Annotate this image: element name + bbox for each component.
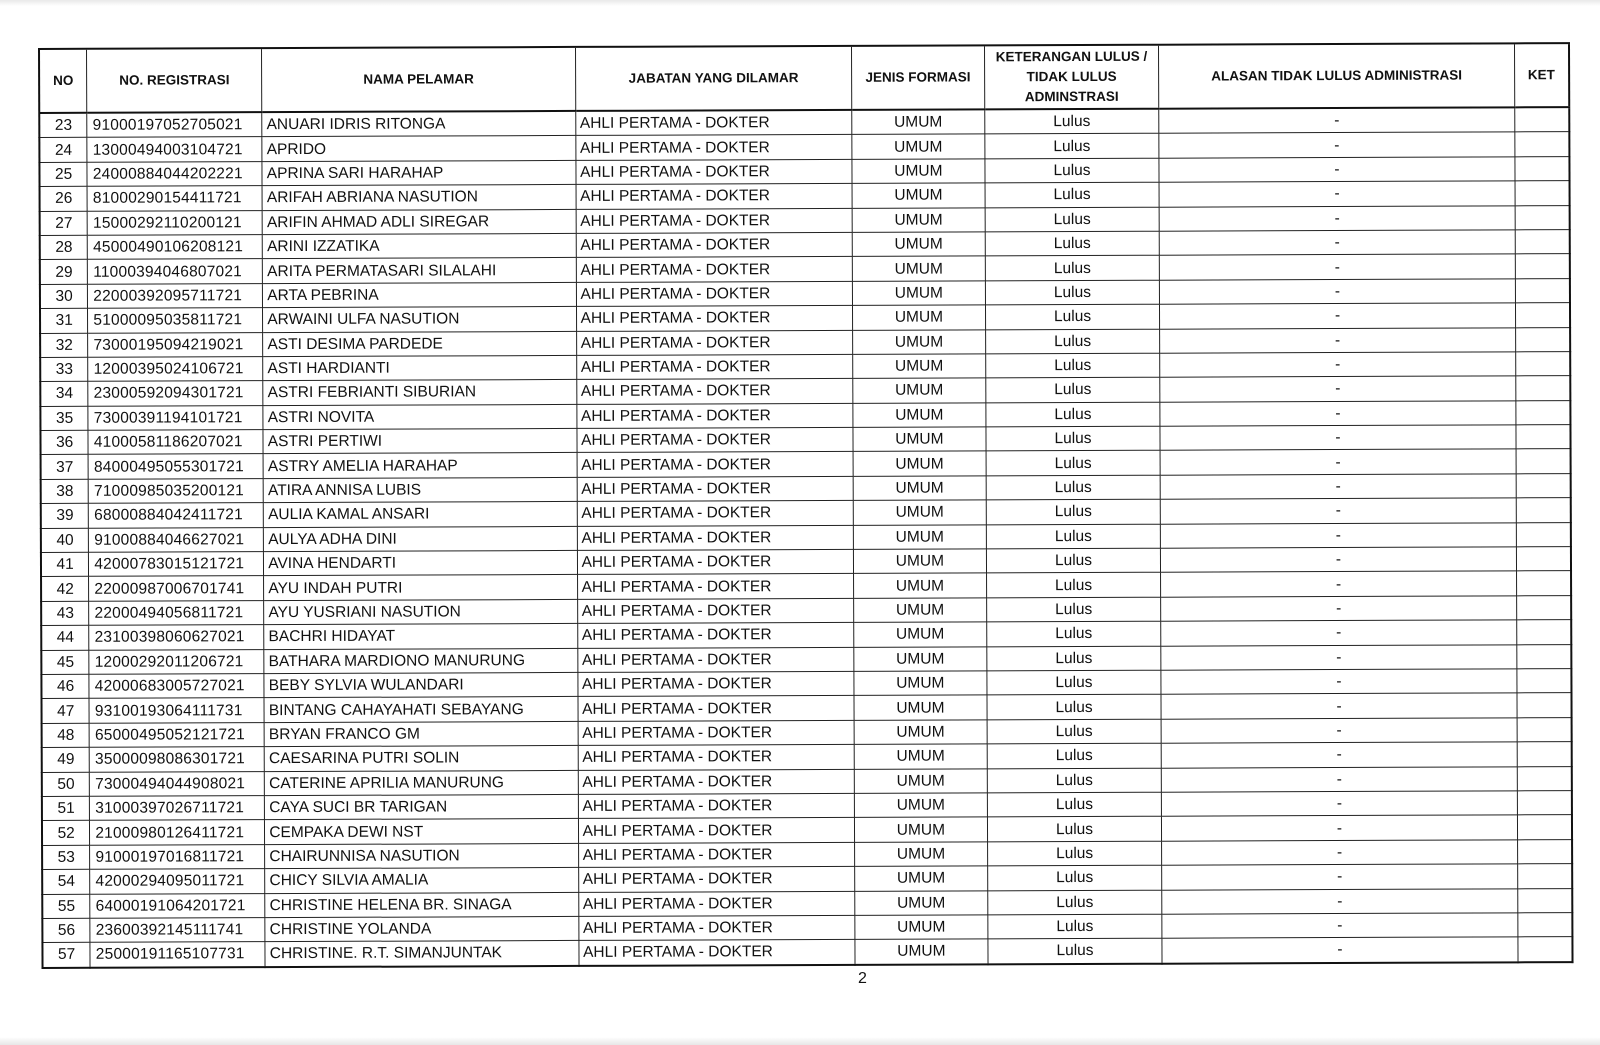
header-keterangan-line1: KETERANGAN LULUS / [995,48,1148,65]
cell-nama: ARTA PEBRINA [263,282,576,308]
cell-jabatan: AHLI PERTAMA - DOKTER [576,379,853,404]
cell-ket [1515,303,1570,328]
cell-jabatan: AHLI PERTAMA - DOKTER [576,257,853,282]
header-no: NO [39,49,87,113]
cell-ket [1516,595,1571,620]
cell-jenis-formasi: UMUM [852,232,984,257]
cell-jenis-formasi: UMUM [855,768,987,793]
cell-jabatan: AHLI PERTAMA - DOKTER [576,208,853,233]
cell-jabatan: AHLI PERTAMA - DOKTER [577,452,854,477]
cell-jabatan: AHLI PERTAMA - DOKTER [577,647,854,672]
header-registrasi: NO. REGISTRASI [87,48,262,113]
cell-jenis-formasi: UMUM [852,134,984,159]
cell-jabatan: AHLI PERTAMA - DOKTER [576,330,853,355]
cell-jabatan: AHLI PERTAMA - DOKTER [578,866,855,891]
cell-registrasi: 91000884046627021 [89,527,264,552]
cell-ket [1515,425,1570,450]
cell-no: 55 [42,894,90,919]
cell-ket [1517,913,1572,938]
cell-jenis-formasi: UMUM [854,744,986,769]
cell-no: 50 [42,772,90,797]
cell-nama: CHRISTINE HELENA BR. SINAGA [265,892,578,918]
cell-jenis-formasi: UMUM [855,939,987,964]
cell-no: 42 [41,577,89,602]
cell-registrasi: 81000290154411721 [87,186,262,211]
cell-no: 31 [40,308,88,333]
cell-registrasi: 23000592094301721 [88,381,263,406]
cell-jenis-formasi: UMUM [855,866,987,891]
cell-nama: CHICY SILVIA AMALIA [265,868,578,894]
cell-ket [1515,400,1570,425]
cell-ket [1515,278,1570,303]
header-keterangan-line3: ADMINSTRASI [1024,88,1119,105]
cell-ket [1515,205,1570,230]
cell-no: 26 [40,186,88,211]
cell-jenis-formasi: UMUM [855,817,987,842]
cell-nama: APRIDO [262,136,575,162]
cell-alasan: - [1159,107,1514,133]
cell-nama: CAYA SUCI BR TARIGAN [265,794,578,820]
cell-jabatan: AHLI PERTAMA - DOKTER [577,671,854,696]
cell-registrasi: 42000783015121721 [89,552,264,577]
table-header-row [39,43,1569,113]
cell-registrasi: 73000494044908021 [90,771,265,796]
cell-jabatan: AHLI PERTAMA - DOKTER [577,574,854,599]
cell-no: 46 [41,674,89,699]
cell-ket [1515,254,1570,279]
cell-alasan: - [1160,254,1515,280]
cell-nama: CEMPAKA DEWI NST [265,819,578,845]
cell-keterangan: Lulus [986,670,1161,695]
cell-keterangan: Lulus [986,451,1161,476]
cell-registrasi: 45000490106208121 [88,235,263,260]
cell-keterangan: Lulus [987,768,1162,793]
cell-nama: ARWAINI ULFA NASUTION [263,307,576,333]
cell-jabatan: AHLI PERTAMA - DOKTER [578,793,855,818]
cell-jenis-formasi: UMUM [854,646,986,671]
cell-no: 44 [41,626,89,651]
cell-alasan: - [1160,327,1515,353]
cell-keterangan: Lulus [985,353,1160,378]
cell-ket [1517,888,1572,913]
cell-keterangan: Lulus [987,841,1162,866]
cell-jenis-formasi: UMUM [853,256,985,281]
cell-registrasi: 51000095035811721 [88,308,263,333]
cell-jenis-formasi: UMUM [854,622,986,647]
cell-jenis-formasi: UMUM [852,109,984,134]
cell-keterangan: Lulus [985,280,1160,305]
cell-alasan: - [1162,840,1517,866]
cell-alasan: - [1161,474,1516,500]
cell-registrasi: 68000884042411721 [89,503,264,528]
cell-ket [1515,181,1570,206]
cell-no: 40 [41,528,89,553]
cell-jenis-formasi: UMUM [854,598,986,623]
cell-no: 33 [40,357,88,382]
cell-no: 47 [41,699,89,724]
cell-nama: AYU YUSRIANI NASUTION [264,599,577,625]
cell-nama: ASTRI NOVITA [263,404,576,430]
cell-registrasi: 15000292110200121 [87,210,262,235]
cell-alasan: - [1161,693,1516,719]
cell-nama: APRINA SARI HARAHAP [262,160,575,186]
cell-ket [1517,791,1572,816]
cell-jenis-formasi: UMUM [854,720,986,745]
cell-jenis-formasi: UMUM [854,500,986,525]
cell-registrasi: 12000395024106721 [88,357,263,382]
cell-ket [1517,693,1572,718]
cell-nama: ASTI HARDIANTI [263,355,576,381]
cell-jabatan: AHLI PERTAMA - DOKTER [576,403,853,428]
cell-alasan: - [1161,644,1516,670]
cell-keterangan: Lulus [987,792,1162,817]
cell-jabatan: AHLI PERTAMA - DOKTER [575,135,852,160]
cell-no: 48 [42,723,90,748]
cell-ket [1516,571,1571,596]
cell-ket [1514,156,1569,181]
cell-registrasi: 91000197052705021 [87,112,262,138]
cell-no: 24 [39,138,87,163]
cell-jenis-formasi: UMUM [852,183,984,208]
cell-ket [1516,644,1571,669]
cell-no: 32 [40,333,88,358]
cell-keterangan: Lulus [984,158,1159,183]
cell-jabatan: AHLI PERTAMA - DOKTER [578,720,855,745]
cell-keterangan: Lulus [985,256,1160,281]
cell-registrasi: 35000098086301721 [89,747,264,772]
cell-ket [1517,839,1572,864]
cell-keterangan: Lulus [985,426,1160,451]
cell-ket [1516,522,1571,547]
cell-registrasi: 12000292011206721 [89,649,264,674]
applicant-results-table [38,42,1574,969]
cell-nama: CHRISTINE YOLANDA [265,916,578,942]
cell-jenis-formasi: UMUM [855,793,987,818]
cell-registrasi: 11000394046807021 [88,259,263,284]
cell-alasan: - [1159,157,1514,183]
cell-ket [1516,449,1571,474]
cell-jabatan: AHLI PERTAMA - DOKTER [577,476,854,501]
header-jabatan: JABATAN YANG DILAMAR [575,46,852,111]
cell-jabatan: AHLI PERTAMA - DOKTER [575,110,852,136]
cell-alasan: - [1160,205,1515,231]
cell-ket [1515,352,1570,377]
cell-keterangan: Lulus [986,475,1161,500]
cell-jenis-formasi: UMUM [853,329,985,354]
cell-keterangan: Lulus [987,890,1162,915]
cell-nama: ANUARI IDRIS RITONGA [262,111,575,137]
cell-registrasi: 73000195094219021 [88,332,263,357]
cell-ket [1517,742,1572,767]
cell-nama: BRYAN FRANCO GM [264,721,577,747]
cell-nama: BATHARA MARDIONO MANURUNG [264,648,577,674]
cell-keterangan: Lulus [987,817,1162,842]
cell-alasan: - [1159,132,1514,158]
cell-ket [1514,132,1569,157]
cell-jabatan: AHLI PERTAMA - DOKTER [576,232,853,257]
cell-alasan: - [1160,181,1515,207]
cell-keterangan: Lulus [987,938,1162,964]
cell-no: 23 [39,113,87,138]
cell-alasan: - [1162,815,1517,841]
cell-nama: ASTRI PERTIWI [263,429,576,455]
cell-no: 43 [41,601,89,626]
cell-alasan: - [1161,547,1516,573]
cell-ket [1517,815,1572,840]
cell-ket [1516,473,1571,498]
cell-keterangan: Lulus [987,719,1162,744]
cell-no: 54 [42,869,90,894]
cell-jenis-formasi: UMUM [853,476,985,501]
cell-jabatan: AHLI PERTAMA - DOKTER [578,891,855,916]
cell-ket [1515,327,1570,352]
cell-jabatan: AHLI PERTAMA - DOKTER [576,159,853,184]
cell-alasan: - [1161,449,1516,475]
cell-jenis-formasi: UMUM [853,354,985,379]
cell-nama: ARITA PERMATASARI SILALAHI [263,258,576,284]
cell-registrasi: 23100398060627021 [89,625,264,650]
cell-jabatan: AHLI PERTAMA - DOKTER [577,598,854,623]
cell-jenis-formasi: UMUM [854,695,986,720]
cell-no: 29 [40,260,88,285]
cell-keterangan: Lulus [987,914,1162,939]
cell-keterangan: Lulus [984,134,1159,159]
cell-registrasi: 25000191165107731 [90,942,265,968]
cell-nama: ARIFIN AHMAD ADLI SIREGAR [262,209,575,235]
cell-alasan: - [1160,401,1515,427]
cell-jenis-formasi: UMUM [853,281,985,306]
cell-registrasi: 31000397026711721 [90,796,265,821]
cell-jenis-formasi: UMUM [852,159,984,184]
cell-registrasi: 93100193064111731 [89,698,264,723]
cell-ket [1515,230,1570,255]
cell-jenis-formasi: UMUM [854,573,986,598]
cell-nama: ASTRY AMELIA HARAHAP [263,453,576,479]
cell-ket [1517,766,1572,791]
cell-keterangan: Lulus [985,182,1160,207]
cell-alasan: - [1162,913,1517,939]
cell-keterangan: Lulus [985,377,1160,402]
cell-jabatan: AHLI PERTAMA - DOKTER [577,525,854,550]
page-number: 2 [858,970,867,987]
cell-registrasi: 91000197016811721 [90,844,265,869]
cell-keterangan: Lulus [986,524,1161,549]
cell-no: 57 [42,943,90,968]
cell-registrasi: 13000494003104721 [87,137,262,162]
cell-alasan: - [1160,376,1515,402]
header-keterangan [984,45,1159,110]
cell-jabatan: AHLI PERTAMA - DOKTER [579,940,856,966]
cell-alasan: - [1161,571,1516,597]
cell-ket [1516,669,1571,694]
cell-ket [1516,620,1571,645]
cell-registrasi: 65000495052121721 [89,722,264,747]
cell-registrasi: 42000683005727021 [89,674,264,699]
cell-registrasi: 64000191064201721 [90,893,265,918]
cell-jabatan: AHLI PERTAMA - DOKTER [577,427,854,452]
cell-jenis-formasi: UMUM [853,305,985,330]
cell-nama: ASTI DESIMA PARDEDE [263,331,576,357]
header-nama: NAMA PELAMAR [262,47,576,112]
cell-jabatan: AHLI PERTAMA - DOKTER [576,305,853,330]
header-alasan: ALASAN TIDAK LULUS ADMINISTRASI [1159,43,1514,108]
cell-no: 53 [42,845,90,870]
cell-no: 51 [42,796,90,821]
cell-jenis-formasi: UMUM [853,378,985,403]
cell-keterangan: Lulus [985,402,1160,427]
cell-registrasi: 22000392095711721 [88,283,263,308]
cell-no: 38 [41,479,89,504]
cell-jabatan: AHLI PERTAMA - DOKTER [578,818,855,843]
cell-keterangan: Lulus [986,548,1161,573]
cell-keterangan: Lulus [984,109,1159,135]
cell-jenis-formasi: UMUM [854,671,986,696]
cell-keterangan: Lulus [986,499,1161,524]
cell-alasan: - [1162,937,1517,963]
document-sheet [38,42,1574,974]
cell-alasan: - [1162,791,1517,817]
cell-no: 49 [42,747,90,772]
cell-no: 27 [40,211,88,236]
cell-jabatan: AHLI PERTAMA - DOKTER [577,549,854,574]
cell-jenis-formasi: UMUM [855,915,987,940]
cell-alasan: - [1160,352,1515,378]
cell-nama: CAESARINA PUTRI SOLIN [264,746,577,772]
cell-registrasi: 21000980126411721 [90,820,265,845]
cell-nama: AYU INDAH PUTRI [264,575,577,601]
cell-jenis-formasi: UMUM [855,842,987,867]
cell-no: 28 [40,235,88,260]
cell-registrasi: 22000987006701741 [89,576,264,601]
cell-alasan: - [1162,742,1517,768]
header-ket: KET [1514,43,1569,107]
cell-jabatan: AHLI PERTAMA - DOKTER [578,696,855,721]
cell-jenis-formasi: UMUM [855,890,987,915]
cell-jenis-formasi: UMUM [853,451,985,476]
cell-keterangan: Lulus [985,231,1160,256]
cell-registrasi: 84000495055301721 [88,454,263,479]
cell-keterangan: Lulus [986,646,1161,671]
cell-nama: AULIA KAMAL ANSARI [264,502,577,528]
cell-ket [1516,547,1571,572]
cell-keterangan: Lulus [986,621,1161,646]
cell-jabatan: AHLI PERTAMA - DOKTER [576,354,853,379]
cell-alasan: - [1160,425,1515,451]
cell-no: 36 [40,430,88,455]
cell-keterangan: Lulus [986,573,1161,598]
cell-registrasi: 24000884044202221 [87,161,262,186]
cell-jabatan: AHLI PERTAMA - DOKTER [578,745,855,770]
cell-ket [1515,376,1570,401]
cell-registrasi: 41000581186207021 [88,430,263,455]
cell-nama: CHRISTINE. R.T. SIMANJUNTAK [265,941,578,967]
cell-alasan: - [1161,669,1516,695]
scan-top-edge [0,0,1600,6]
cell-no: 41 [41,552,89,577]
cell-jabatan: AHLI PERTAMA - DOKTER [576,281,853,306]
cell-jenis-formasi: UMUM [852,207,984,232]
cell-alasan: - [1162,718,1517,744]
cell-registrasi: 23600392145111741 [90,918,265,943]
cell-no: 34 [40,382,88,407]
cell-no: 25 [39,162,87,187]
header-keterangan-line2: TIDAK LULUS [1026,68,1117,85]
cell-registrasi: 73000391194101721 [88,405,263,430]
cell-jabatan: AHLI PERTAMA - DOKTER [577,623,854,648]
cell-no: 39 [41,504,89,529]
cell-nama: ASTRI FEBRIANTI SIBURIAN [263,380,576,406]
cell-jabatan: AHLI PERTAMA - DOKTER [578,769,855,794]
cell-no: 52 [42,821,90,846]
cell-jabatan: AHLI PERTAMA - DOKTER [578,915,855,940]
cell-nama: CATERINE APRILIA MANURUNG [265,770,578,796]
cell-no: 30 [40,284,88,309]
cell-no: 35 [40,406,88,431]
cell-jabatan: AHLI PERTAMA - DOKTER [576,184,853,209]
cell-keterangan: Lulus [987,865,1162,890]
cell-keterangan: Lulus [985,304,1160,329]
table-body [39,107,1572,968]
cell-jenis-formasi: UMUM [853,427,985,452]
cell-alasan: - [1160,279,1515,305]
cell-alasan: - [1161,620,1516,646]
cell-alasan: - [1162,766,1517,792]
cell-no: 45 [41,650,89,675]
cell-ket [1517,864,1572,889]
cell-jenis-formasi: UMUM [853,403,985,428]
cell-nama: BACHRI HIDAYAT [264,624,577,650]
header-jenis-formasi: JENIS FORMASI [852,45,984,110]
cell-keterangan: Lulus [986,597,1161,622]
cell-alasan: - [1161,596,1516,622]
cell-keterangan: Lulus [987,743,1162,768]
cell-nama: BEBY SYLVIA WULANDARI [264,672,577,698]
cell-nama: AVINA HENDARTI [264,550,577,576]
cell-keterangan: Lulus [985,329,1160,354]
table-row [42,937,1572,968]
cell-alasan: - [1160,303,1515,329]
cell-alasan: - [1160,230,1515,256]
cell-nama: ARINI IZZATIKA [262,233,575,259]
cell-keterangan: Lulus [985,207,1160,232]
cell-nama: ARIFAH ABRIANA NASUTION [262,185,575,211]
cell-registrasi: 42000294095011721 [90,869,265,894]
scan-bottom-edge [0,1037,1600,1045]
cell-ket [1516,498,1571,523]
cell-no: 56 [42,918,90,943]
cell-ket [1514,107,1569,132]
cell-alasan: - [1162,888,1517,914]
cell-no: 37 [41,455,89,480]
cell-ket [1517,717,1572,742]
cell-jenis-formasi: UMUM [854,525,986,550]
cell-nama: ATIRA ANNISA LUBIS [263,477,576,503]
cell-nama: AULYA ADHA DINI [264,526,577,552]
cell-alasan: - [1161,498,1516,524]
cell-nama: CHAIRUNNISA NASUTION [265,843,578,869]
cell-registrasi: 22000494056811721 [89,600,264,625]
cell-alasan: - [1161,522,1516,548]
cell-registrasi: 71000985035200121 [88,478,263,503]
cell-jenis-formasi: UMUM [854,549,986,574]
cell-keterangan: Lulus [987,695,1162,720]
cell-jabatan: AHLI PERTAMA - DOKTER [578,842,855,867]
cell-jabatan: AHLI PERTAMA - DOKTER [577,501,854,526]
cell-nama: BINTANG CAHAYAHATI SEBAYANG [264,697,577,723]
cell-alasan: - [1162,864,1517,890]
cell-ket [1517,937,1572,962]
